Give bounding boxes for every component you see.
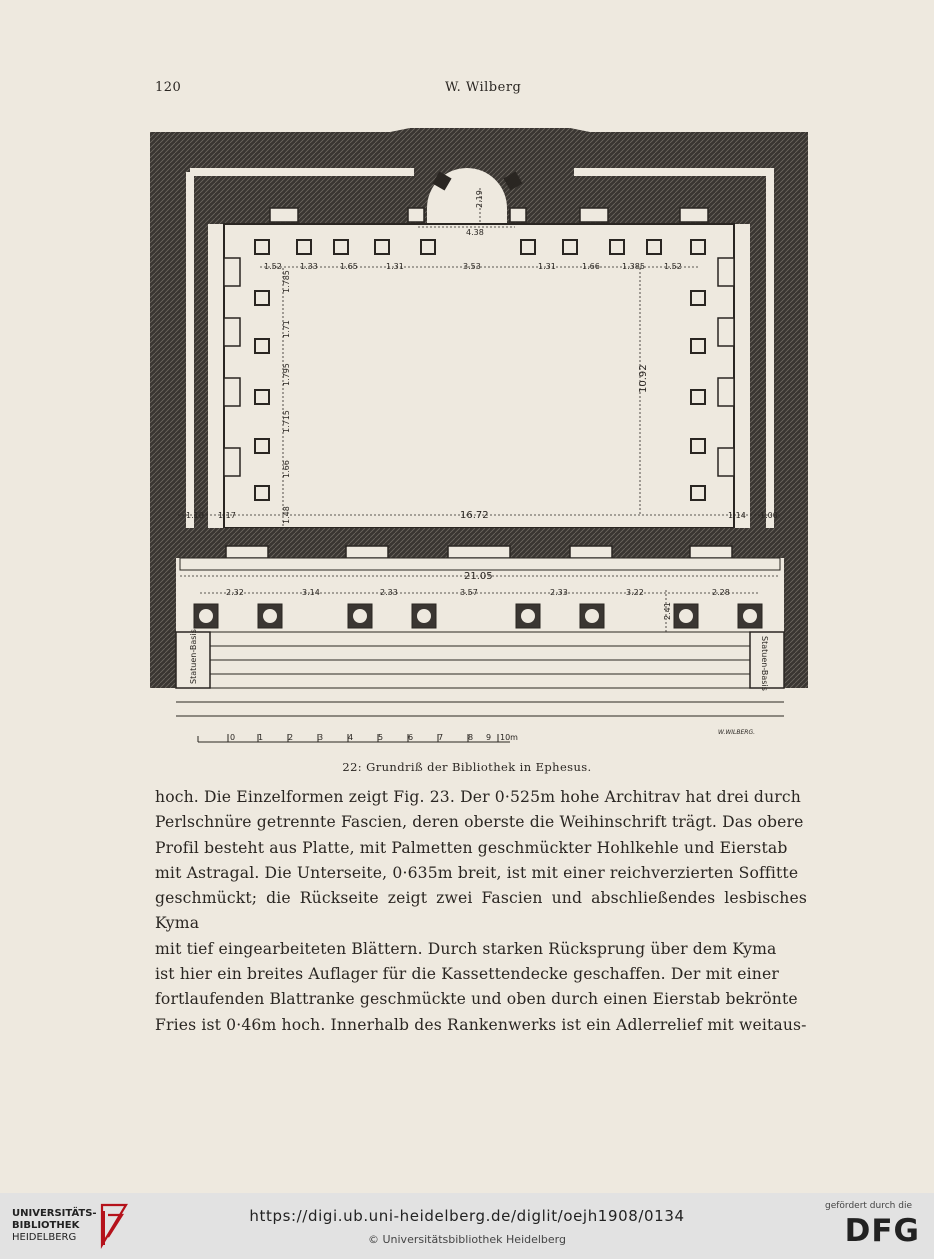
page-number: 120 [155, 80, 182, 95]
scale-bar [198, 734, 510, 742]
dim-left-6: 1.48 [282, 506, 291, 524]
dim-facade-3: 2.33 [380, 588, 398, 597]
dim-facade-width: 21.05 [464, 571, 493, 582]
dim-right-wall-1: 1.14 [728, 511, 746, 520]
dim-apse-depth: 2.19 [475, 190, 484, 208]
dim-left-wall-1: 1.10 [186, 511, 204, 520]
statue-base-right: Statuen-Basis [760, 636, 769, 691]
dim-left-2: 1.71 [282, 320, 291, 338]
permalink-url[interactable]: https://digi.ub.uni-heidelberg.de/diglit/oejh1908/0134 [249, 1207, 685, 1225]
dim-hall-depth: 10.92 [638, 364, 649, 393]
dim-podium-depth: 2.41 [663, 602, 672, 620]
dim-top-2: 1.33 [300, 262, 318, 271]
scale-label-2: 2 [288, 733, 294, 742]
scale-label-6: 6 [408, 733, 414, 742]
viewer-footer [0, 1193, 934, 1259]
dim-right-wall-2: 1.00 [760, 511, 778, 520]
dim-left-5: 1.66 [282, 460, 291, 478]
entrance-steps [176, 632, 784, 716]
dim-facade-4: 3.57 [460, 588, 478, 597]
text-line: geschmückt; die Rückseite zeigt zwei Fascien und abschließendes lesbisches Kyma [155, 889, 807, 933]
dim-top-5: 3.53 [463, 262, 481, 271]
copyright-notice: © Universitätsbibliothek Heidelberg [367, 1233, 566, 1246]
dim-top-9: 1.52 [664, 262, 682, 271]
dim-facade-6: 3.22 [626, 588, 644, 597]
text-line: fortlaufenden Blattranke geschmückte und oben durch einen Eierstab bekrönte [155, 990, 798, 1009]
scale-label-8: 8 [468, 733, 474, 742]
library-name-2: BIBLIOTHEK [12, 1220, 80, 1231]
dim-top-3: 1.65 [340, 262, 358, 271]
statue-base-left: Statuen-Basis [189, 629, 198, 684]
scale-label-10: 10m [500, 733, 518, 742]
scale-label-4: 4 [348, 733, 354, 742]
dfg-logo[interactable]: DFG [844, 1213, 920, 1249]
dim-apse-width: 4.38 [466, 228, 484, 237]
text-line: mit tief eingearbeiteten Blättern. Durch starken Rücksprung über dem Kyma [155, 939, 777, 958]
running-title: W. Wilberg [445, 80, 522, 95]
scale-label-5: 5 [378, 733, 384, 742]
dim-facade-1: 2.32 [226, 588, 244, 597]
facade-columns [194, 604, 762, 628]
text-line: hoch. Die Einzelformen zeigt Fig. 23. Der 0·525m hohe Architrav hat drei durch [155, 788, 801, 806]
dim-left-4: 1.715 [282, 410, 291, 433]
text-line: mit Astragal. Die Unterseite, 0·635m breit, ist mit einer reichverzierten Soffitte [155, 863, 799, 882]
scale-label-0: 0 [230, 733, 236, 742]
dim-facade-5: 2.33 [550, 588, 568, 597]
dim-top-6: 1.31 [538, 262, 556, 271]
dim-top-1: 1.52 [264, 262, 282, 271]
dim-left-wall-2: 1.17 [218, 511, 236, 520]
dim-top-8: 1.385 [622, 262, 645, 271]
running-header [155, 80, 805, 98]
text-line: Perlschnüre getrennte Fascien, deren oberste die Weihinschrift trägt. Das obere [155, 813, 804, 832]
scale-label-9: 9 [486, 733, 492, 742]
dim-top-7: 1.66 [582, 262, 600, 271]
dim-facade-2: 3.14 [302, 588, 320, 597]
text-line: Fries ist 0·46m hoch. Innerhalb des Rankenwerks ist ein Adlerrelief mit weitaus- [155, 1015, 807, 1034]
library-name-3: HEIDELBERG [12, 1232, 77, 1243]
body-text [155, 785, 807, 1038]
artist-signature: W.WILBERG. [718, 729, 756, 736]
dim-left-1: 1.785 [282, 270, 291, 293]
library-name-1: UNIVERSITÄTS- [12, 1208, 97, 1219]
text-line: ist hier ein breites Auflager für die Kassettendecke geschaffen. Der mit einer [155, 965, 779, 984]
dim-top-4: 1.31 [386, 262, 404, 271]
floor-plan-figure [150, 128, 810, 750]
dim-hall-width: 16.72 [460, 510, 489, 521]
funder-caption: gefördert durch die [825, 1201, 912, 1211]
text-line: Profil besteht aus Platte, mit Palmetten geschmückter Hohlkehle und Eierstab [155, 838, 788, 857]
figure-caption: 22: Grundriß der Bibliothek in Ephesus. [342, 760, 592, 774]
scale-label-1: 1 [258, 733, 264, 742]
dim-facade-7: 2.28 [712, 588, 730, 597]
dim-left-3: 1.795 [282, 363, 291, 386]
scale-label-3: 3 [318, 733, 324, 742]
scale-label-7: 7 [438, 733, 444, 742]
